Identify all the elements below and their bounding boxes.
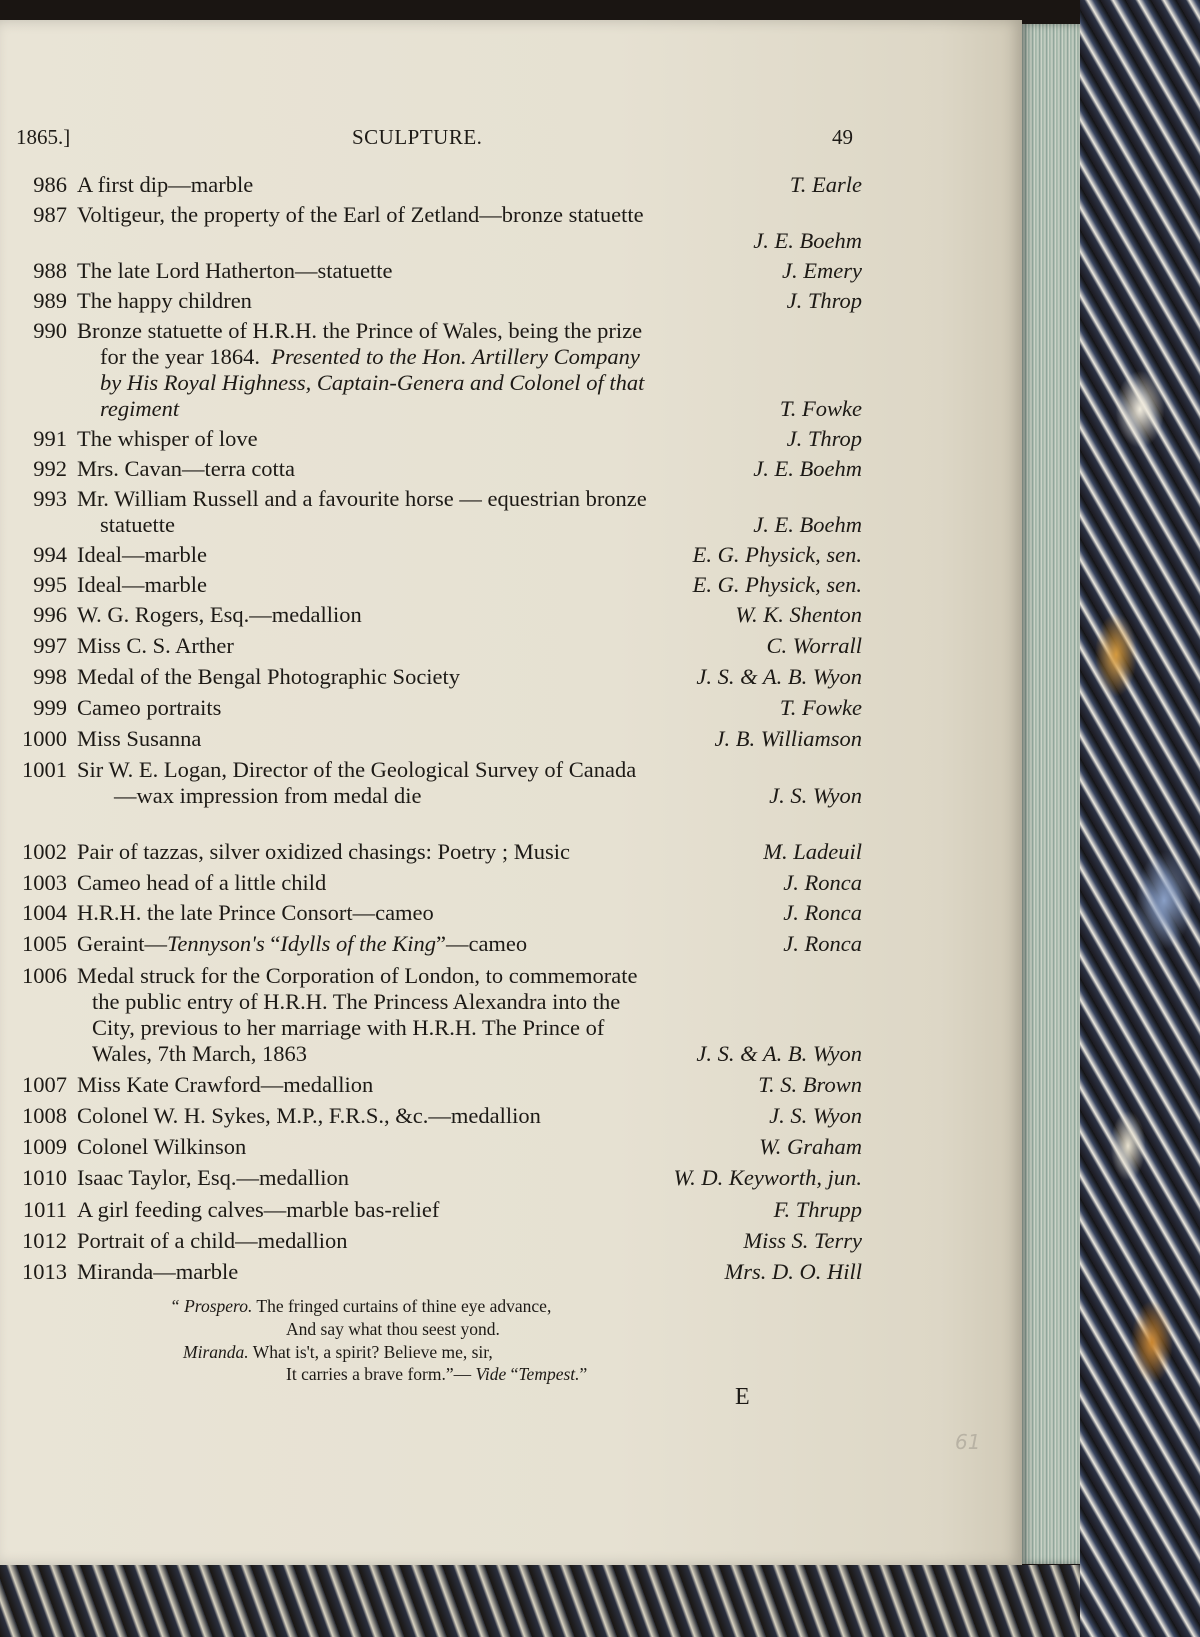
- entry-number: 998: [33, 664, 67, 689]
- entry-artist: J. Throp: [786, 288, 862, 313]
- entry-title: Miss Kate Crawford—medallion: [77, 1072, 374, 1097]
- quotation-text: What is't, a spirit? Believe me, sir,: [252, 1342, 493, 1362]
- page-number: 49: [832, 125, 853, 149]
- entry-number: 1005: [22, 931, 67, 956]
- catalogue-entry: [0, 288, 880, 314]
- catalogue-entry: [0, 1259, 880, 1285]
- running-head-year: 1865.]: [16, 125, 71, 149]
- catalogue-entry: [0, 633, 880, 659]
- entry-artist: J. Ronca: [783, 870, 862, 895]
- catalogue-entry: [0, 456, 880, 482]
- entry-number: 996: [33, 602, 67, 627]
- catalogue-entry: [0, 900, 880, 926]
- entry-continuation: by His Royal Highness, Captain-Genera and Colonel of that: [100, 370, 645, 395]
- entry-artist: Mrs. D. O. Hill: [724, 1259, 862, 1284]
- entry-number: 1010: [22, 1165, 67, 1190]
- entry-title: Colonel W. H. Sykes, M.P., F.R.S., &c.—medallion: [77, 1103, 541, 1128]
- entry-number: 989: [33, 288, 67, 313]
- entry-continuation: City, previous to her marriage with H.R.H. The Prince of: [92, 1015, 605, 1040]
- catalogue-entry: [0, 258, 880, 284]
- entry-title: Cameo head of a little child: [77, 870, 327, 895]
- quotation-vide: Vide: [475, 1364, 507, 1384]
- entry-number: 993: [33, 486, 67, 511]
- entry-title: The late Lord Hatherton—statuette: [77, 258, 393, 283]
- entry-number: 995: [33, 572, 67, 597]
- catalogue-entry: [0, 542, 880, 568]
- entry-artist: J. E. Boehm: [753, 512, 862, 537]
- entry-title: A first dip—marble: [77, 172, 254, 197]
- quotation-text: The fringed curtains of thine eye advance,: [256, 1296, 552, 1316]
- entry-number: 992: [33, 456, 67, 481]
- entry-artist: F. Thrupp: [773, 1197, 862, 1222]
- entry-title: H.R.H. the late Prince Consort—cameo: [77, 900, 434, 925]
- entry-quote-open: “: [264, 931, 281, 956]
- catalogue-entry: [0, 931, 880, 957]
- catalogue-entry: [0, 602, 880, 628]
- catalogue-entry: [0, 963, 880, 1067]
- entry-artist: J. Throp: [786, 426, 862, 451]
- entry-artist: T. Fowke: [779, 695, 862, 720]
- entry-title: Miranda—marble: [77, 1259, 239, 1284]
- entry-title: Ideal—marble: [77, 572, 207, 597]
- entry-title: The happy children: [77, 288, 252, 313]
- entry-artist: J. S. Wyon: [769, 783, 862, 808]
- entry-artist: E. G. Physick, sen.: [692, 542, 862, 567]
- entry-title-suffix: ”—cameo: [435, 931, 528, 956]
- entry-title: A girl feeding calves—marble bas-relief: [77, 1197, 440, 1222]
- entry-title: Isaac Taylor, Esq.—medallion: [77, 1165, 350, 1190]
- entry-title: Ideal—marble: [77, 542, 207, 567]
- signature-mark: E: [735, 1384, 750, 1410]
- entry-artist: W. D. Keyworth, jun.: [673, 1165, 862, 1190]
- quotation-line: [183, 1342, 493, 1363]
- running-head-title: SCULPTURE.: [352, 125, 483, 149]
- quotation-speaker: Miranda.: [183, 1342, 249, 1362]
- entry-title: Medal of the Bengal Photographic Society: [77, 664, 461, 689]
- entry-title: Colonel Wilkinson: [77, 1134, 247, 1159]
- catalogue-entry: [0, 1228, 880, 1254]
- entry-number: 988: [33, 258, 67, 283]
- entry-artist: J. B. Williamson: [714, 726, 862, 751]
- entry-number: 987: [33, 202, 67, 227]
- entry-artist: J. E. Boehm: [753, 228, 862, 253]
- catalogue-entry: [0, 757, 880, 809]
- entry-title: Mr. William Russell and a favourite horse — equestrian bronze: [77, 486, 647, 511]
- entry-title: Miss Susanna: [77, 726, 202, 751]
- entry-continuation: the public entry of H.R.H. The Princess Alexandra into the: [92, 989, 621, 1014]
- catalogue-entry: [0, 870, 880, 896]
- entry-title: Bronze statuette of H.R.H. the Prince of Wales, being the prize: [77, 318, 643, 343]
- entry-artist: J. Emery: [782, 258, 862, 283]
- entry-artist: W. Graham: [759, 1134, 862, 1159]
- entry-artist: C. Worrall: [766, 633, 862, 658]
- catalogue-entry: [0, 572, 880, 598]
- quotation-source: Tempest.: [518, 1364, 580, 1384]
- entry-number: 1003: [22, 870, 67, 895]
- entry-artist: J. E. Boehm: [753, 456, 862, 481]
- entry-italic-note: Presented to the Hon. Artillery Company: [271, 344, 640, 369]
- catalogue-entry: [0, 1197, 880, 1223]
- quotation-line: [170, 1296, 551, 1317]
- entry-artist: J. S. & A. B. Wyon: [696, 1041, 862, 1066]
- entry-title: Mrs. Cavan—terra cotta: [77, 456, 296, 481]
- entry-artist: J. Ronca: [783, 931, 862, 956]
- entry-artist: E. G. Physick, sen.: [692, 572, 862, 597]
- entry-number: 1013: [22, 1259, 67, 1284]
- entry-title: Sir W. E. Logan, Director of the Geological Survey of Canada: [77, 757, 637, 782]
- entry-artist: T. S. Brown: [758, 1072, 862, 1097]
- entry-continuation: regiment: [100, 396, 180, 421]
- entry-number: 1009: [22, 1134, 67, 1159]
- entry-continuation: for the year 1864.: [100, 344, 260, 369]
- catalogue-entry: [0, 695, 880, 721]
- entry-title: Miss C. S. Arther: [77, 633, 234, 658]
- entry-artist: W. K. Shenton: [735, 602, 862, 627]
- entry-title: Portrait of a child—medallion: [77, 1228, 348, 1253]
- entry-title: Geraint—: [77, 931, 167, 956]
- entry-number: 1011: [22, 1197, 67, 1222]
- entry-continuation: —wax impression from medal die: [114, 783, 422, 808]
- entry-artist: J. S. & A. B. Wyon: [696, 664, 862, 689]
- entry-number: 986: [33, 172, 67, 197]
- entry-number: 994: [33, 542, 67, 567]
- entry-number: 990: [33, 318, 67, 343]
- entry-number: 1006: [22, 963, 67, 988]
- quotation-line: [286, 1364, 587, 1385]
- entry-artist: M. Ladeuil: [763, 839, 862, 864]
- marbled-endpaper: [0, 1565, 1080, 1637]
- catalogue-entry: [0, 426, 880, 452]
- quotation-close-quote: ”: [579, 1364, 588, 1384]
- entry-artist: T. Fowke: [779, 396, 862, 421]
- catalogue-entry: [0, 172, 880, 198]
- catalogue-entry: [0, 1165, 880, 1191]
- entry-number: 1012: [22, 1228, 67, 1253]
- catalogue-entry: [0, 1103, 880, 1129]
- entry-number: 997: [33, 633, 67, 658]
- quotation-text: And say what thou seest yond.: [286, 1319, 500, 1339]
- entry-artist: Miss S. Terry: [743, 1228, 862, 1253]
- catalogue-entry: [0, 664, 880, 690]
- entry-artist: J. S. Wyon: [769, 1103, 862, 1128]
- quotation-open-quote: “: [506, 1364, 519, 1384]
- entry-author: Tennyson's: [166, 931, 265, 956]
- entry-title: Cameo portraits: [77, 695, 222, 720]
- catalogue-entry: [0, 1134, 880, 1160]
- entry-number: 1007: [22, 1072, 67, 1097]
- catalogue-entry: [0, 486, 880, 538]
- entry-number: 1001: [22, 757, 67, 782]
- entry-title: W. G. Rogers, Esq.—medallion: [77, 602, 362, 627]
- marbled-cover: [1080, 0, 1200, 1637]
- entry-title: Pair of tazzas, silver oxidized chasings: Poetry ; Music: [77, 839, 571, 864]
- entry-work-title: Idylls of the King: [280, 931, 436, 956]
- quotation-text: It carries a brave form.”—: [286, 1364, 476, 1384]
- entry-number: 1000: [22, 726, 67, 751]
- entry-title: Voltigeur, the property of the Earl of Zetland—bronze statuette: [77, 202, 644, 227]
- entry-number: 1008: [22, 1103, 67, 1128]
- page-fore-edge: [1022, 24, 1080, 1564]
- entry-title: The whisper of love: [77, 426, 258, 451]
- pencil-annotation: 61: [955, 1430, 981, 1454]
- entry-number: 1004: [22, 900, 67, 925]
- entry-artist: T. Earle: [789, 172, 862, 197]
- entry-number: 991: [33, 426, 67, 451]
- entry-number: 999: [33, 695, 67, 720]
- entry-number: 1002: [22, 839, 67, 864]
- quotation-speaker: “ Prospero.: [170, 1296, 253, 1316]
- entry-continuation: Wales, 7th March, 1863: [92, 1041, 308, 1066]
- catalogue-entry: [0, 1072, 880, 1098]
- catalogue-entry: [0, 318, 880, 422]
- entry-artist: J. Ronca: [783, 900, 862, 925]
- catalogue-entry: [0, 726, 880, 752]
- catalogue-entry: [0, 839, 880, 865]
- entry-continuation: statuette: [100, 512, 175, 537]
- entry-title: Medal struck for the Corporation of London, to commemorate: [77, 963, 638, 988]
- catalogue-entry: [0, 202, 880, 254]
